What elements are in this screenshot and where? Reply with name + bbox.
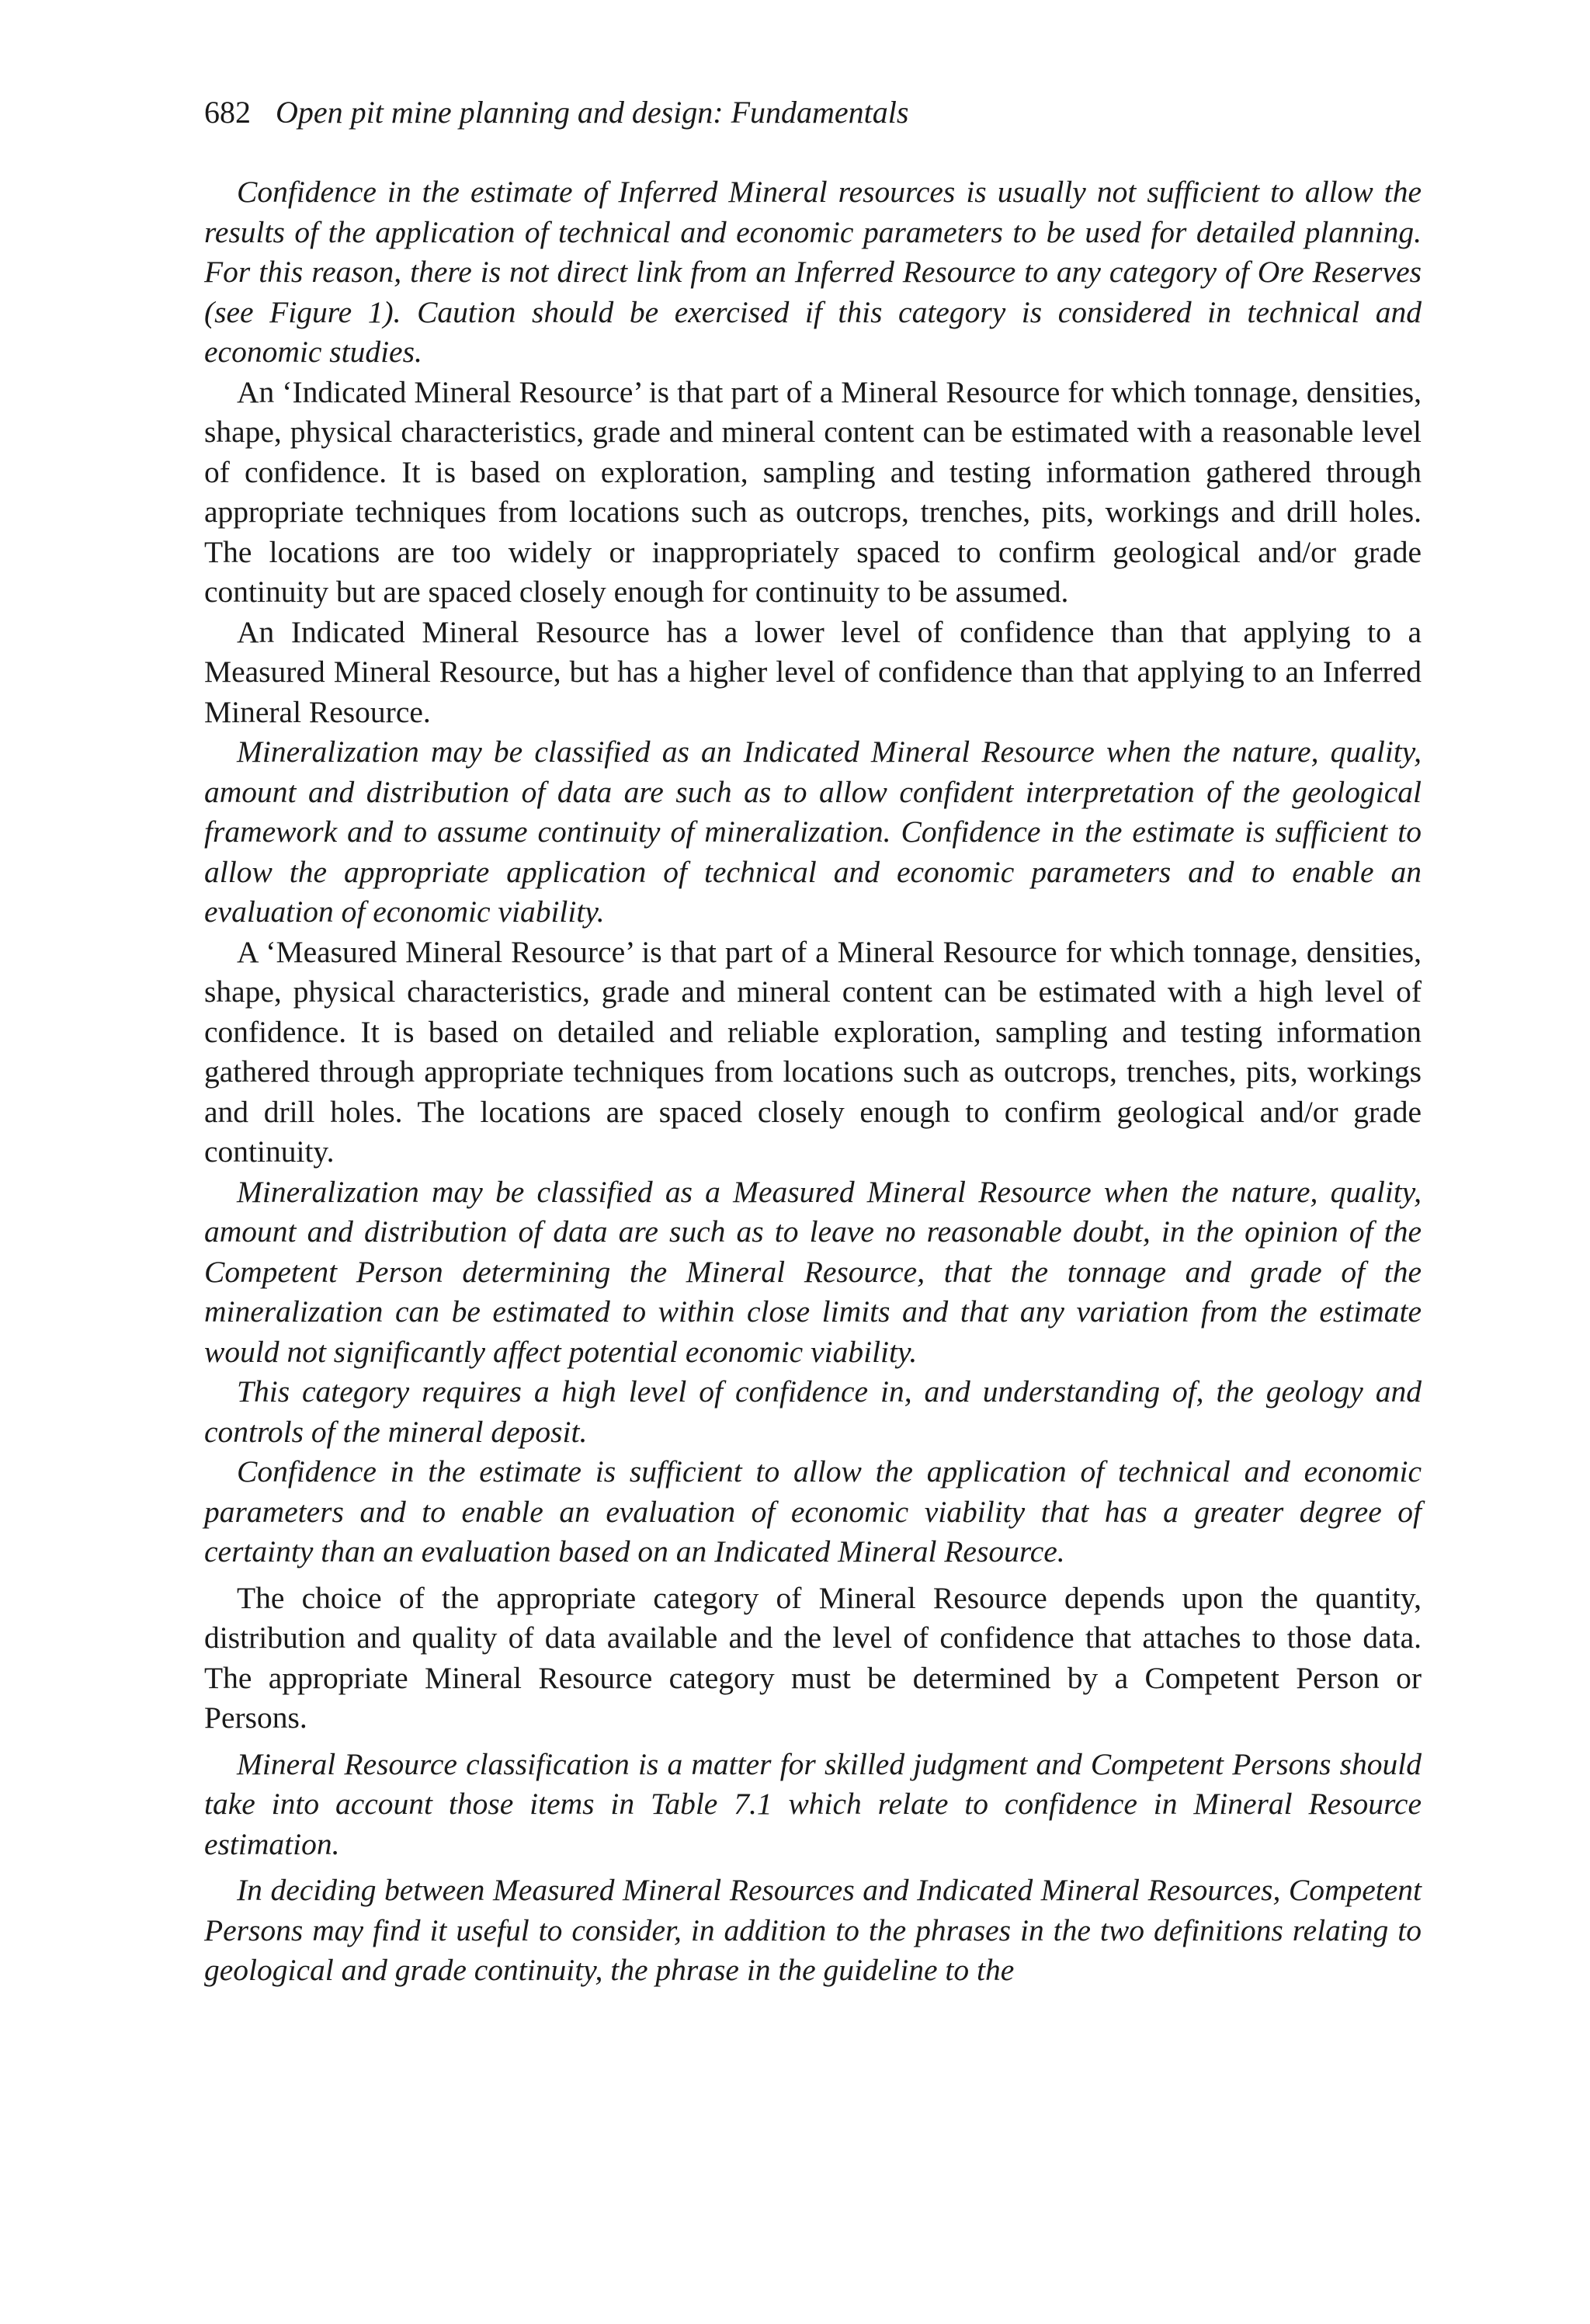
running-title: Open pit mine planning and design: Fundamentals xyxy=(276,95,909,130)
paragraph-indicated-definition: An ‘Indicated Mineral Resource’ is that part of a Mineral Resource for which tonnage, densities, shape, physical characteristics, grade and mineral content can be estimated with a reasonable level of confidence. It is based on exploration, sampling and testing information gathered through appropriate techniques from locations such as outcrops, trenches, pits, workings and drill holes. The locations are too widely or inappropriately spaced to confirm geological and/or grade continuity but are spaced closely enough for continuity to be assumed. xyxy=(204,374,1422,609)
paragraph-inferred-confidence: Confidence in the estimate of Inferred Mineral resources is usually not sufficient to allow the results of the application of technical and economic parameters to be used for detailed planning. For this reason, there is not direct link from an Inferred Resource to any category of Ore Reserves (see Figure 1). Caution should be exercised if this category is considered in technical and economic studies. xyxy=(204,175,1422,369)
paragraph-measured-guideline: Mineralization may be classified as a Measured Mineral Resource when the nature, quality, amount and distribution of data are such as to leave no reasonable doubt, in the opinion of the Competent Person determining the Mineral Resource, that the tonnage and grade of the mineralization can be estimated to within close limits and that any variation from the estimate would not significantly affect potential economic viability. xyxy=(204,1174,1422,1369)
running-header xyxy=(204,92,1415,134)
page-number: 682 xyxy=(204,95,251,130)
paragraph-measured-vs-indicated: In deciding between Measured Mineral Resources and Indicated Mineral Resources, Competent Persons may find it useful to consider, in addition to the phrases in the two definitions relating to geological and grade continuity, the phrase in the guideline to the xyxy=(204,1873,1422,1987)
paragraph-indicated-confidence: An Indicated Mineral Resource has a lower level of confidence than that applying to a Measured Mineral Resource, but has a higher level of confidence than that applying to an Inferred Mineral Resource. xyxy=(204,614,1422,729)
paragraph-measured-category: This category requires a high level of confidence in, and understanding of, the geology and controls of the mineral deposit. xyxy=(204,1374,1422,1449)
paragraph-classification-judgment: Mineral Resource classification is a matter for skilled judgment and Competent Persons should take into account those items in Table 7.1 which relate to confidence in Mineral Resource estimation. xyxy=(204,1746,1422,1861)
body-text xyxy=(204,172,1422,1991)
paragraph-measured-definition: A ‘Measured Mineral Resource’ is that part of a Mineral Resource for which tonnage, densities, shape, physical characteristics, grade and mineral content can be estimated with a high level of confidence. It is based on detailed and reliable exploration, sampling and testing information gathered through appropriate techniques from locations such as outcrops, trenches, pits, workings and drill holes. The locations are spaced closely enough to confirm geological and/or grade continuity. xyxy=(204,934,1422,1169)
paragraph-measured-confidence: Confidence in the estimate is sufficient to allow the application of technical and economic parameters and to enable an evaluation of economic viability that has a greater degree of certainty than an evaluation based on an Indicated Mineral Resource. xyxy=(204,1454,1422,1568)
paragraph-indicated-guideline: Mineralization may be classified as an Indicated Mineral Resource when the nature, quality, amount and distribution of data are such as to allow confident interpretation of the geological framework and to assume continuity of mineralization. Confidence in the estimate is sufficient to allow the appropriate application of technical and economic parameters and to enable an evaluation of economic viability. xyxy=(204,735,1422,929)
paragraph-category-choice: The choice of the appropriate category of Mineral Resource depends upon the quantity, distribution and quality of data available and the level of confidence that attaches to those data. The appropriate Mineral Resource category must be determined by a Competent Person or Persons. xyxy=(204,1580,1422,1735)
